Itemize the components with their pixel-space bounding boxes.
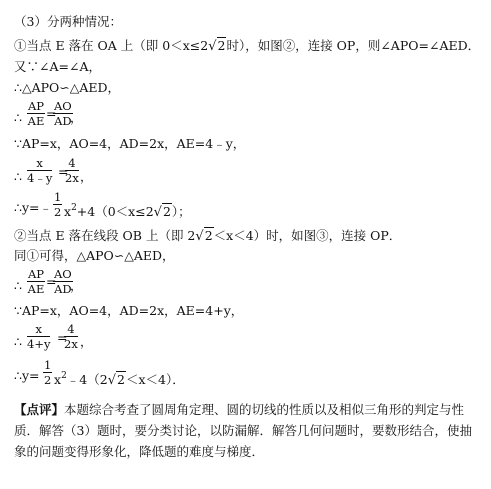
sqrt-2: √2 (107, 372, 125, 388)
given-values-line-2: ∵AP=x，AO=4，AD=2x，AE=4+y， (14, 303, 244, 318)
therefore-symbol: ∴ (14, 169, 22, 184)
equation-text-a: ∴y= (14, 368, 40, 383)
given-values-line-1: ∵AP=x，AO=4，AD=2x，AE=4﹣y， (14, 136, 246, 151)
commentary-paragraph (14, 399, 478, 462)
fraction: $\frac{4}{2x}$ (65, 156, 79, 185)
fraction: $\frac{x}{4﹣y}$ (27, 156, 53, 185)
comma: ， (80, 169, 93, 184)
equals-sign: = (58, 164, 69, 179)
equation-text-a: ∴y=﹣ (14, 200, 52, 215)
equals-sign: = (46, 106, 57, 121)
equation-text-b: $x^2﹣4(2√2<x<4)$． (54, 371, 185, 388)
therefore-symbol: ∴ (14, 278, 22, 293)
commentary-text: 本题综合考查了圆周角定理、圆的切线的性质以及相似三角形的判定与性质．解答（3）题时，要分类讨论，以防漏解．解答几何问题时，要数形结合，使抽象的问题变得形象化，降低题的难度与梯度． (14, 402, 472, 459)
sqrt-2: √2 (195, 228, 213, 244)
case1-text-b: 时），如图②，连接 OP，则∠APO=∠AED． (226, 38, 481, 53)
sqrt-2: √2 (153, 204, 171, 220)
fraction: $\frac{AP}{AE}$ (27, 267, 45, 296)
sqrt-2: √2 (208, 38, 226, 54)
fraction: $\frac{x}{4+y}$ (27, 322, 51, 351)
comma: ， (70, 278, 83, 293)
fraction: $\frac{AO}{AD}$ (54, 267, 72, 296)
case1-statement (14, 38, 480, 55)
equals-sign: = (57, 330, 68, 345)
fraction: $\frac{AP}{AE}$ (27, 99, 45, 128)
fraction: $\frac{4}{2x}$ (64, 322, 78, 351)
case2-statement: ②当点 E 落在线段 OB 上（即 2√2＜x＜4）时，如图③，连接 OP． (14, 228, 402, 244)
comma: ， (70, 110, 83, 125)
part3-heading: （3）分两种情况： (14, 14, 122, 29)
similar-triangles-line: ∴△APO∽△AED， (14, 80, 121, 95)
case1-text-a: ①当点 E 落在 OA 上（即 0＜x≤2 (14, 38, 209, 53)
equation-text-b: $x^2+4(0<x\le 2√2)$； (64, 203, 191, 220)
angle-equal-line: 又∵∠A=∠A， (14, 59, 101, 74)
similar-triangles-line-2: 同①可得，△APO∽△AED， (14, 248, 175, 263)
comma: ， (80, 334, 93, 349)
commentary-label: 【点评】 (14, 402, 65, 417)
fraction-one-half: $\frac{1}{2}$ (44, 358, 52, 387)
therefore-symbol: ∴ (14, 334, 22, 349)
fraction: $\frac{AO}{AD}$ (54, 99, 72, 128)
equals-sign: = (46, 274, 57, 289)
fraction-one-half: $\frac{1}{2}$ (54, 190, 62, 219)
therefore-symbol: ∴ (14, 110, 22, 125)
